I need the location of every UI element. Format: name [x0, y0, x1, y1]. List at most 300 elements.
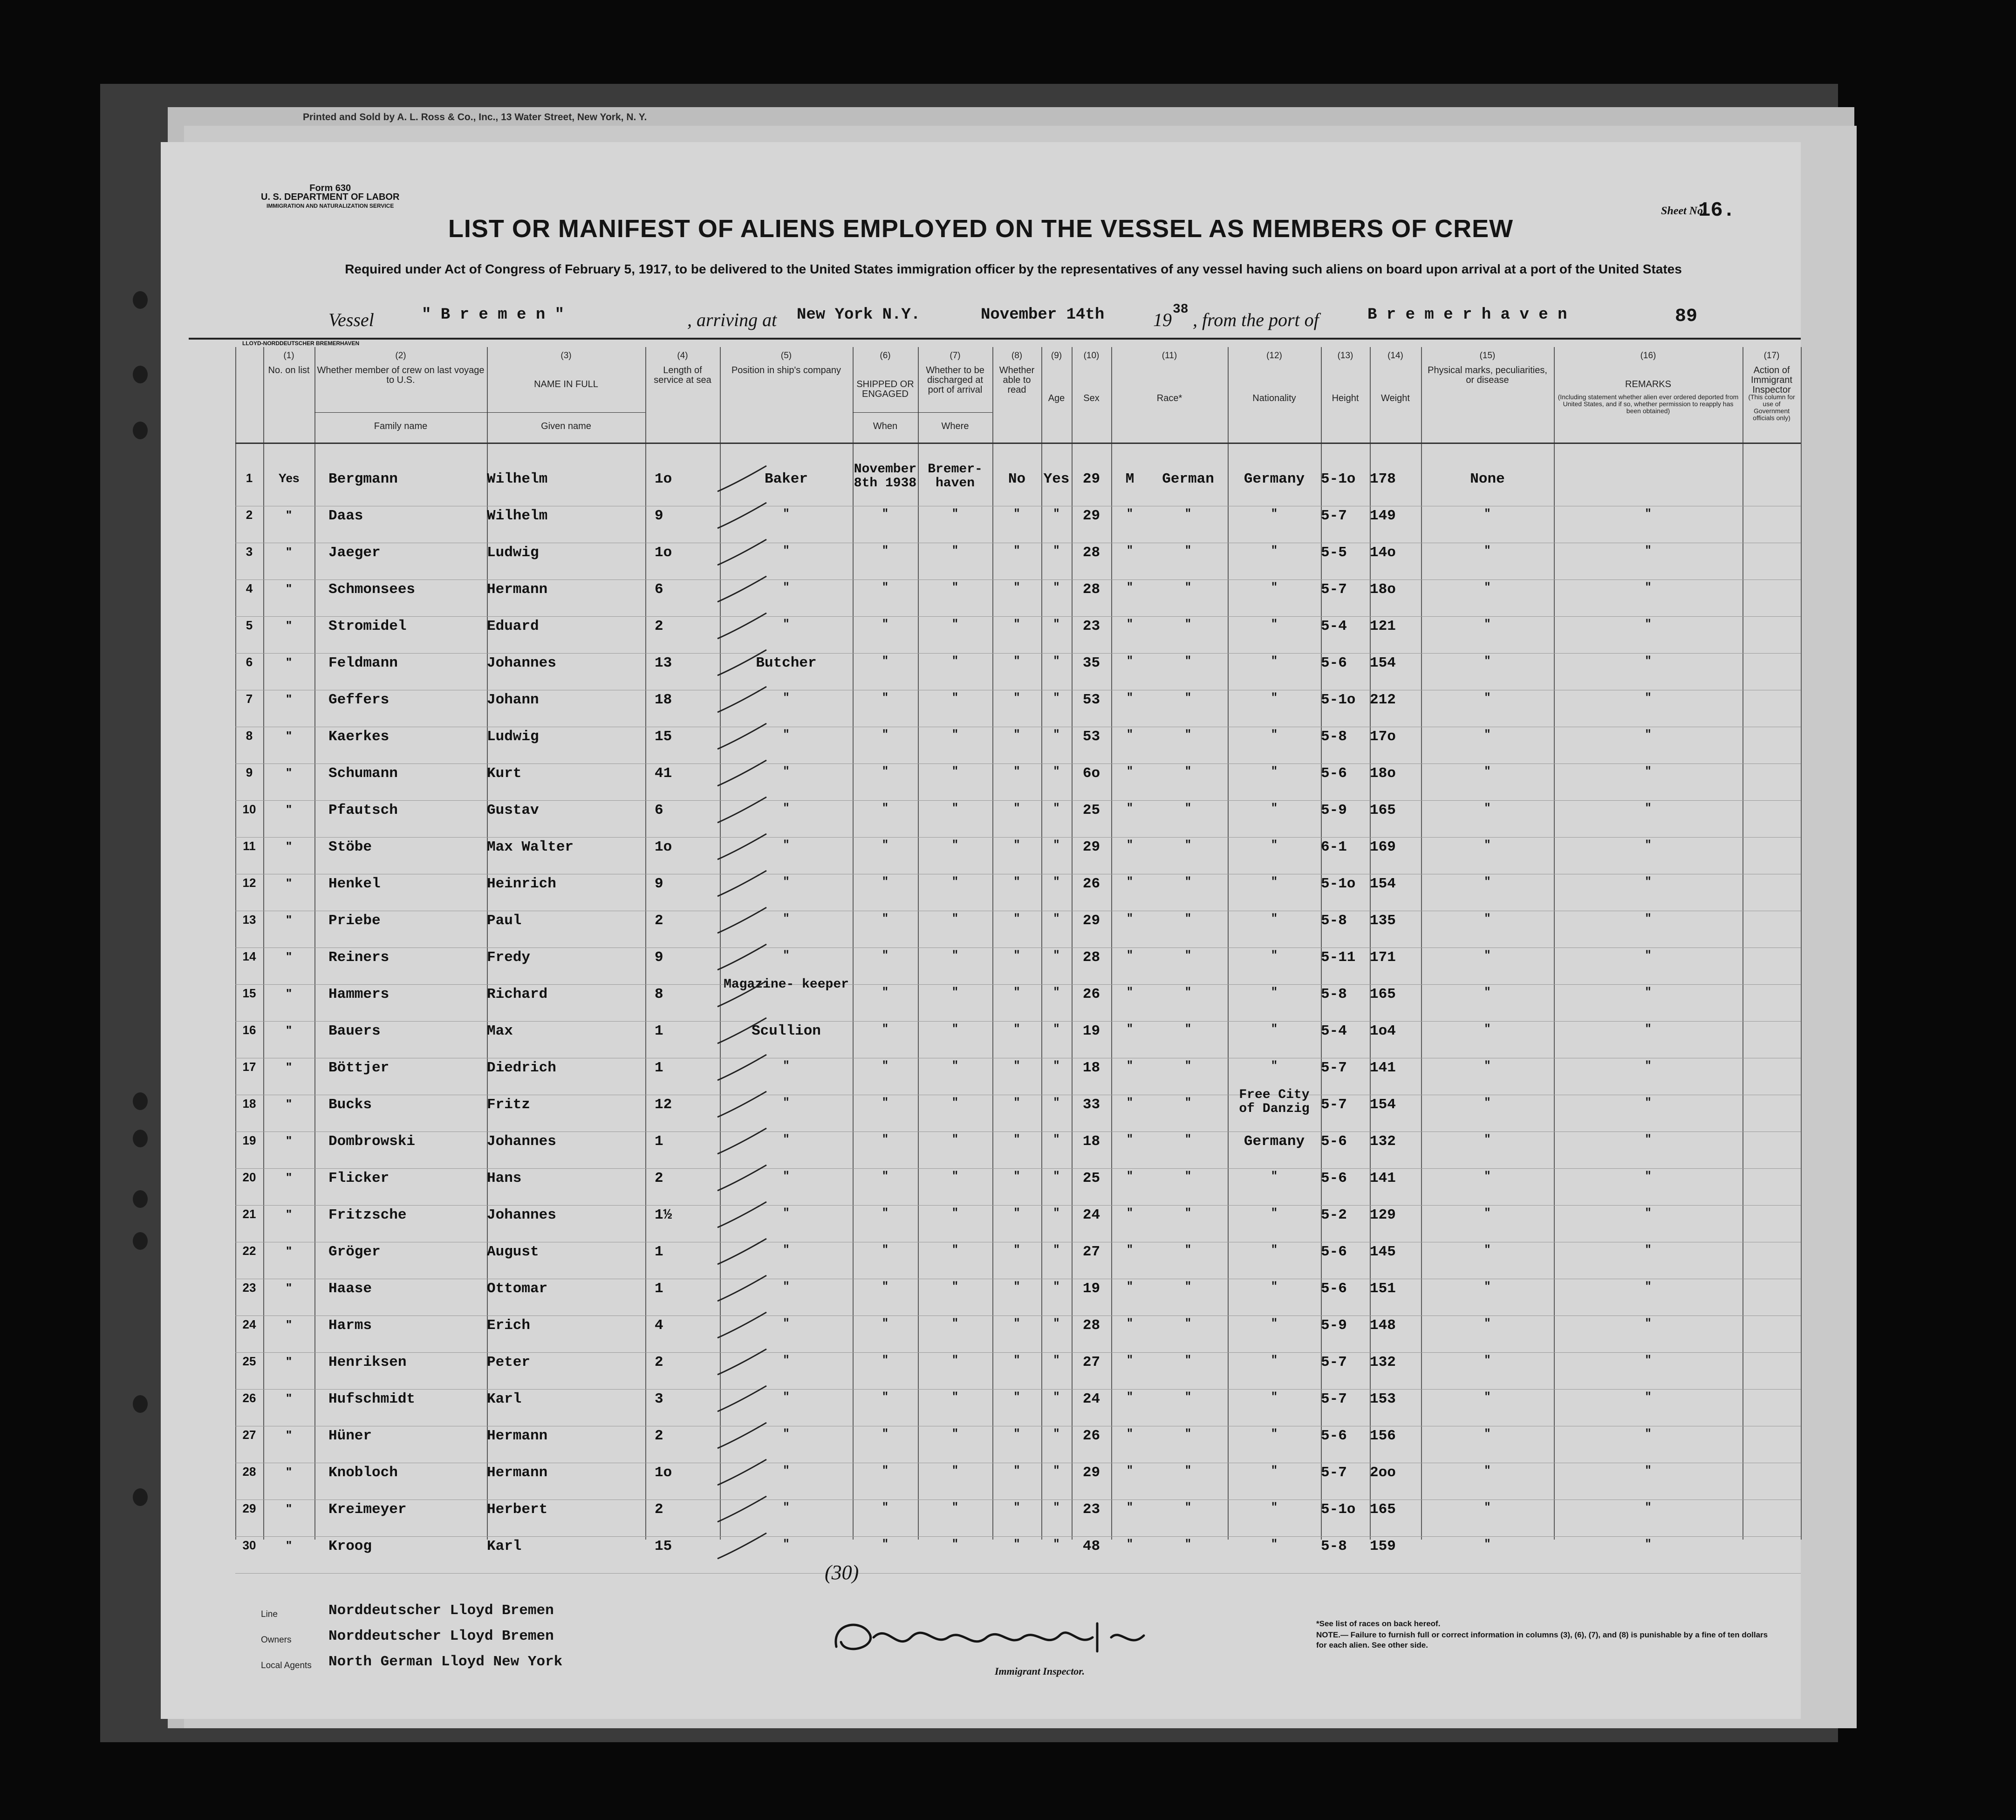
cell-rem: ": [1645, 1428, 1652, 1440]
cell-age: 23: [1082, 618, 1100, 634]
manifest-page: [161, 142, 1801, 1719]
cell-last: ": [286, 986, 292, 1000]
column-header: Weight: [1381, 393, 1410, 403]
cell-where: ": [951, 692, 959, 704]
cell-ht: 6-1: [1321, 839, 1347, 855]
cell-rem: ": [1645, 876, 1652, 888]
cell-no: 8: [246, 729, 253, 743]
cell-given: Johannes: [487, 1133, 556, 1150]
cell-wt: 151: [1370, 1281, 1396, 1297]
cell-sex: ": [1126, 508, 1134, 520]
cell-given: Hermann: [487, 1465, 548, 1481]
tick-mark: [715, 1420, 771, 1453]
cell-no: 23: [242, 1281, 256, 1295]
cell-last: ": [286, 618, 292, 632]
cell-when: ": [882, 545, 889, 557]
cell-race: ": [1184, 1023, 1192, 1036]
cell-last: ": [286, 839, 292, 853]
punch-hole: [133, 1190, 148, 1208]
column-number: (9): [1051, 351, 1062, 361]
cell-wt: 141: [1370, 1170, 1396, 1186]
cell-nat: ": [1271, 765, 1278, 778]
cell-sex: ": [1126, 545, 1134, 557]
cell-disch: ": [1013, 986, 1020, 999]
cell-last: ": [286, 913, 292, 927]
cell-pos: ": [783, 1391, 790, 1404]
cell-svc: 2: [655, 1354, 663, 1370]
cell-ht: 5-1o: [1321, 876, 1356, 892]
column-number: (16): [1640, 351, 1656, 361]
cell-svc: 2: [655, 1170, 663, 1186]
column-header: Action of Immigrant Inspector: [1751, 365, 1792, 395]
cell-nat: ": [1271, 1538, 1278, 1551]
cell-when: ": [882, 1281, 889, 1293]
cell-wt: 1o4: [1370, 1023, 1396, 1039]
cell-pos: ": [783, 618, 790, 631]
cell-when: ": [882, 1244, 889, 1256]
cell-where: ": [951, 949, 959, 962]
cell-given: Gustav: [487, 802, 539, 818]
cell-given: Ludwig: [487, 729, 539, 745]
cell-sex: ": [1126, 1133, 1134, 1146]
cell-when: ": [882, 1060, 889, 1072]
owners-value: Norddeutscher Lloyd Bremen: [328, 1628, 554, 1644]
cell-pos: ": [783, 729, 790, 741]
cell-read: ": [1053, 1354, 1060, 1367]
cell-sex: M: [1125, 471, 1134, 487]
column-subheader: Family name: [374, 421, 428, 431]
cell-disch: ": [1013, 1538, 1020, 1551]
cell-rem: ": [1645, 1501, 1652, 1514]
cell-ht: 5-7: [1321, 1391, 1347, 1407]
line-label: Line: [261, 1609, 278, 1619]
cell-age: 19: [1082, 1281, 1100, 1297]
cell-where: ": [951, 1501, 959, 1514]
tick-mark: [715, 942, 771, 975]
cell-svc: 2: [655, 1501, 663, 1518]
cell-no: 6: [246, 655, 253, 669]
cell-sex: ": [1126, 1170, 1134, 1183]
cell-sex: ": [1126, 1317, 1134, 1330]
cell-pos: Baker: [764, 471, 808, 487]
cell-no: 14: [242, 949, 256, 963]
cell-read: ": [1053, 802, 1060, 815]
fine-note: NOTE.— Failure to furnish full or correct information in columns (3), (6), (7), and (8) is punishable by a fine of ten dollars for each alien. See other side.: [1316, 1630, 1768, 1650]
cell-given: Wilhelm: [487, 508, 548, 524]
cell-rem: ": [1645, 1060, 1652, 1072]
cell-wt: 154: [1370, 1097, 1396, 1113]
cell-age: 28: [1082, 1317, 1100, 1334]
cell-wt: 148: [1370, 1317, 1396, 1334]
column-header: Length of service at sea: [654, 365, 711, 385]
table-row: [235, 616, 1801, 617]
cell-no: 21: [242, 1207, 256, 1221]
cell-nat: ": [1271, 1354, 1278, 1367]
cell-sex: ": [1126, 1501, 1134, 1514]
cell-rem: ": [1645, 508, 1652, 520]
cell-family: Harms: [328, 1317, 372, 1334]
cell-last: ": [286, 1317, 292, 1331]
cell-sex: ": [1126, 802, 1134, 815]
cell-ht: 5-6: [1321, 1244, 1347, 1260]
cell-where: ": [951, 1244, 959, 1256]
cell-disch: ": [1013, 729, 1020, 741]
column-number: (2): [395, 351, 406, 361]
cell-read: ": [1053, 1097, 1060, 1109]
cell-age: 23: [1082, 1501, 1100, 1518]
cell-pos: ": [783, 1244, 790, 1256]
tick-mark: [715, 1494, 771, 1527]
punch-hole: [133, 1395, 148, 1413]
column-subheader: Given name: [541, 421, 591, 431]
cell-age: 28: [1082, 581, 1100, 598]
cell-last: ": [286, 692, 292, 706]
cell-pos: ": [783, 1317, 790, 1330]
cell-no: 2: [246, 508, 253, 522]
cell-last: ": [286, 655, 292, 669]
column-header: REMARKS: [1625, 379, 1671, 389]
cell-marks: ": [1484, 1133, 1491, 1146]
cell-rem: ": [1645, 1317, 1652, 1330]
cell-sex: ": [1126, 1060, 1134, 1072]
cell-marks: ": [1484, 1501, 1491, 1514]
table-row: [235, 837, 1801, 838]
cell-marks: ": [1484, 1097, 1491, 1109]
punch-hole: [133, 1092, 148, 1110]
cell-nat: ": [1271, 1244, 1278, 1256]
tick-mark: [715, 1163, 771, 1195]
table-row: [235, 1389, 1801, 1390]
cell-read: ": [1053, 876, 1060, 888]
tick-mark: [715, 1016, 771, 1048]
cell-family: Gröger: [328, 1244, 381, 1260]
cell-svc: 1: [655, 1023, 663, 1039]
cell-sex: ": [1126, 1281, 1134, 1293]
table-row: [235, 947, 1801, 948]
cell-family: Bergmann: [328, 471, 398, 487]
cell-when: ": [882, 1133, 889, 1146]
column-header: Position in ship's company: [731, 365, 841, 375]
cell-marks: ": [1484, 545, 1491, 557]
cell-no: 1: [246, 471, 253, 485]
vessel-line: [161, 302, 1801, 333]
cell-disch: ": [1013, 1281, 1020, 1293]
cell-pos: ": [783, 692, 790, 704]
cell-last: ": [286, 876, 292, 890]
cell-no: 10: [242, 802, 256, 816]
cell-race: ": [1184, 876, 1192, 888]
cell-rem: ": [1645, 1281, 1652, 1293]
cell-nat: ": [1271, 1023, 1278, 1036]
punch-hole: [133, 1488, 148, 1506]
cell-disch: ": [1013, 1428, 1020, 1440]
cell-family: Hammers: [328, 986, 390, 1002]
cell-read: Yes: [1043, 471, 1070, 487]
cell-when: ": [882, 986, 889, 999]
cell-marks: ": [1484, 1244, 1491, 1256]
cell-ht: 5-4: [1321, 618, 1347, 634]
cell-nat: ": [1271, 692, 1278, 704]
cell-disch: ": [1013, 1170, 1020, 1183]
cell-where: ": [951, 1097, 959, 1109]
cell-svc: 1½: [655, 1207, 672, 1223]
table-row: [235, 1573, 1801, 1574]
cell-last: Yes: [278, 471, 300, 485]
year-suffix: 38: [1173, 302, 1189, 317]
cell-disch: ": [1013, 1501, 1020, 1514]
cell-nat: Free City of Danzig: [1239, 1088, 1310, 1116]
cell-age: 29: [1082, 839, 1100, 855]
cell-age: 48: [1082, 1538, 1100, 1554]
cell-where: ": [951, 1207, 959, 1220]
cell-where: ": [951, 986, 959, 999]
cell-wt: 18o: [1370, 581, 1396, 598]
cell-svc: 15: [655, 1538, 672, 1554]
cell-pos: ": [783, 1465, 790, 1477]
cell-when: ": [882, 1465, 889, 1477]
cell-rem: ": [1645, 1244, 1652, 1256]
cell-age: 35: [1082, 655, 1100, 671]
cell-where: ": [951, 1391, 959, 1404]
cell-given: Karl: [487, 1538, 522, 1554]
cell-when: ": [882, 765, 889, 778]
cell-disch: ": [1013, 1317, 1020, 1330]
cell-sex: ": [1126, 1244, 1134, 1256]
column-header: Whether member of crew on last voyage to U.S.: [317, 365, 485, 385]
cell-svc: 18: [655, 692, 672, 708]
cell-rem: ": [1645, 1465, 1652, 1477]
cell-when: ": [882, 1097, 889, 1109]
cell-given: Peter: [487, 1354, 531, 1370]
cell-marks: ": [1484, 1060, 1491, 1072]
sheet-number: 16.: [1698, 199, 1736, 222]
cell-ht: 5-8: [1321, 1538, 1347, 1554]
cell-wt: 132: [1370, 1133, 1396, 1150]
cell-when: November 8th 1938: [854, 462, 917, 491]
cell-read: ": [1053, 1207, 1060, 1220]
cell-nat: ": [1271, 1281, 1278, 1293]
cell-pos: Butcher: [756, 655, 817, 671]
cell-race: ": [1184, 1354, 1192, 1367]
cell-ht: 5-7: [1321, 1465, 1347, 1481]
cell-last: ": [286, 1244, 292, 1258]
cell-when: ": [882, 1317, 889, 1330]
cell-ht: 5-6: [1321, 765, 1347, 782]
cell-where: ": [951, 1428, 959, 1440]
cell-age: 25: [1082, 1170, 1100, 1186]
cell-race: ": [1184, 508, 1192, 520]
cell-given: Max Walter: [487, 839, 574, 855]
column-header: SHIPPED OR ENGAGED: [856, 379, 914, 399]
cell-disch: ": [1013, 802, 1020, 815]
cell-ht: 5-1o: [1321, 692, 1356, 708]
cell-when: ": [882, 1023, 889, 1036]
cell-nat: ": [1271, 839, 1278, 852]
cell-read: ": [1053, 545, 1060, 557]
cell-marks: ": [1484, 655, 1491, 668]
table-row: [235, 800, 1801, 801]
column-number: (17): [1763, 351, 1780, 361]
cell-given: Ottomar: [487, 1281, 548, 1297]
cell-marks: ": [1484, 986, 1491, 999]
cell-svc: 1: [655, 1244, 663, 1260]
cell-wt: 153: [1370, 1391, 1396, 1407]
column-header: Physical marks, peculiarities, or disease: [1428, 365, 1547, 385]
cell-given: Johann: [487, 692, 539, 708]
cell-where: ": [951, 1281, 959, 1293]
cell-read: ": [1053, 913, 1060, 925]
cell-ht: 5-7: [1321, 581, 1347, 598]
cell-no: 29: [242, 1501, 256, 1515]
cell-sex: ": [1126, 765, 1134, 778]
cell-family: Henriksen: [328, 1354, 407, 1370]
form-number: Form 630: [309, 183, 351, 193]
cell-ht: 5-2: [1321, 1207, 1347, 1223]
tick-mark: [715, 905, 771, 938]
cell-nat: ": [1271, 545, 1278, 557]
cell-marks: ": [1484, 839, 1491, 852]
cell-age: 19: [1082, 1023, 1100, 1039]
cell-age: 27: [1082, 1354, 1100, 1370]
year-prefix: 19: [1153, 309, 1172, 330]
cell-read: ": [1053, 1133, 1060, 1146]
tick-mark: [715, 1052, 771, 1085]
cell-given: Fredy: [487, 949, 531, 966]
cell-nat: ": [1271, 1317, 1278, 1330]
cell-race: ": [1184, 1465, 1192, 1477]
cell-race: ": [1184, 802, 1192, 815]
vessel-label: Vessel: [328, 309, 374, 330]
cell-nat: ": [1271, 913, 1278, 925]
cell-where: ": [951, 655, 959, 668]
cell-sex: ": [1126, 876, 1134, 888]
cell-family: Knobloch: [328, 1465, 398, 1481]
from-port: B r e m e r h a v e n: [1367, 306, 1567, 324]
cell-marks: ": [1484, 1391, 1491, 1404]
header-bottom-rule: [235, 443, 1801, 444]
cell-disch: ": [1013, 949, 1020, 962]
cell-wt: 2oo: [1370, 1465, 1396, 1481]
column-header: Nationality: [1252, 393, 1296, 403]
owners-label: Owners: [261, 1635, 292, 1645]
cell-svc: 1o: [655, 545, 672, 561]
cell-read: ": [1053, 1023, 1060, 1036]
cell-family: Kroog: [328, 1538, 372, 1554]
cell-no: 26: [242, 1391, 256, 1405]
cell-where: ": [951, 581, 959, 594]
cell-disch: ": [1013, 1060, 1020, 1072]
cell-wt: 18o: [1370, 765, 1396, 782]
cell-nat: ": [1271, 581, 1278, 594]
cell-read: ": [1053, 1501, 1060, 1514]
cell-no: 27: [242, 1428, 256, 1442]
tick-mark: [715, 1310, 771, 1343]
column-number: (4): [677, 351, 688, 361]
cell-nat: Germany: [1244, 1133, 1305, 1150]
cell-rem: ": [1645, 545, 1652, 557]
cell-svc: 2: [655, 618, 663, 634]
tick-mark: [715, 464, 771, 496]
cell-pos: ": [783, 1060, 790, 1072]
cell-no: 12: [242, 876, 256, 890]
form-block: [261, 184, 399, 211]
cell-nat: ": [1271, 655, 1278, 668]
cell-disch: ": [1013, 1207, 1020, 1220]
cell-sex: ": [1126, 986, 1134, 999]
cell-rem: ": [1645, 581, 1652, 594]
cell-race: ": [1184, 729, 1192, 741]
cell-last: ": [286, 1391, 292, 1405]
arrival-date: November 14th: [981, 306, 1105, 324]
cell-rem: ": [1645, 986, 1652, 999]
cell-ht: 5-11: [1321, 949, 1356, 966]
tick-mark: [715, 1236, 771, 1269]
cell-rem: ": [1645, 692, 1652, 704]
column-header: No. on list: [268, 365, 310, 375]
cell-given: Erich: [487, 1317, 531, 1334]
cell-race: ": [1184, 692, 1192, 704]
cell-ht: 5-4: [1321, 1023, 1347, 1039]
cell-nat: ": [1271, 1170, 1278, 1183]
cell-family: Bucks: [328, 1097, 372, 1113]
cell-rem: ": [1645, 1207, 1652, 1220]
cell-age: 26: [1082, 876, 1100, 892]
cell-when: ": [882, 1207, 889, 1220]
header-rule: [189, 338, 1801, 340]
cell-disch: ": [1013, 913, 1020, 925]
cell-family: Schmonsees: [328, 581, 416, 598]
cell-last: ": [286, 1170, 292, 1184]
cell-wt: 135: [1370, 913, 1396, 929]
cell-read: ": [1053, 1317, 1060, 1330]
cell-marks: ": [1484, 1538, 1491, 1551]
column-number: (11): [1162, 351, 1177, 361]
cell-ht: 5-8: [1321, 729, 1347, 745]
cell-race: ": [1184, 1207, 1192, 1220]
tick-mark: [715, 684, 771, 717]
column-number: (14): [1387, 351, 1403, 361]
cell-age: 28: [1082, 949, 1100, 966]
cell-disch: ": [1013, 1391, 1020, 1404]
subheader-rule: [314, 412, 645, 413]
cell-ht: 5-1o: [1321, 471, 1356, 487]
cell-wt: 165: [1370, 802, 1396, 818]
cell-race: ": [1184, 765, 1192, 778]
cell-wt: 171: [1370, 949, 1396, 966]
cell-disch: ": [1013, 1023, 1020, 1036]
cell-age: 18: [1082, 1133, 1100, 1150]
cell-read: ": [1053, 508, 1060, 520]
tick-mark: [715, 758, 771, 791]
cell-sex: ": [1126, 839, 1134, 852]
cell-when: ": [882, 802, 889, 815]
cell-pos: ": [783, 876, 790, 888]
cell-pos: Magazine- keeper: [724, 977, 849, 992]
cell-race: ": [1184, 655, 1192, 668]
cell-marks: None: [1470, 471, 1505, 487]
cell-nat: ": [1271, 508, 1278, 520]
cell-no: 28: [242, 1465, 256, 1479]
cell-read: ": [1053, 581, 1060, 594]
cell-read: ": [1053, 949, 1060, 962]
cell-no: 7: [246, 692, 253, 706]
cell-svc: 2: [655, 913, 663, 929]
cell-marks: ": [1484, 1317, 1491, 1330]
cell-last: ": [286, 1207, 292, 1221]
cell-when: ": [882, 913, 889, 925]
cell-ht: 5-5: [1321, 545, 1347, 561]
cell-svc: 1: [655, 1133, 663, 1150]
